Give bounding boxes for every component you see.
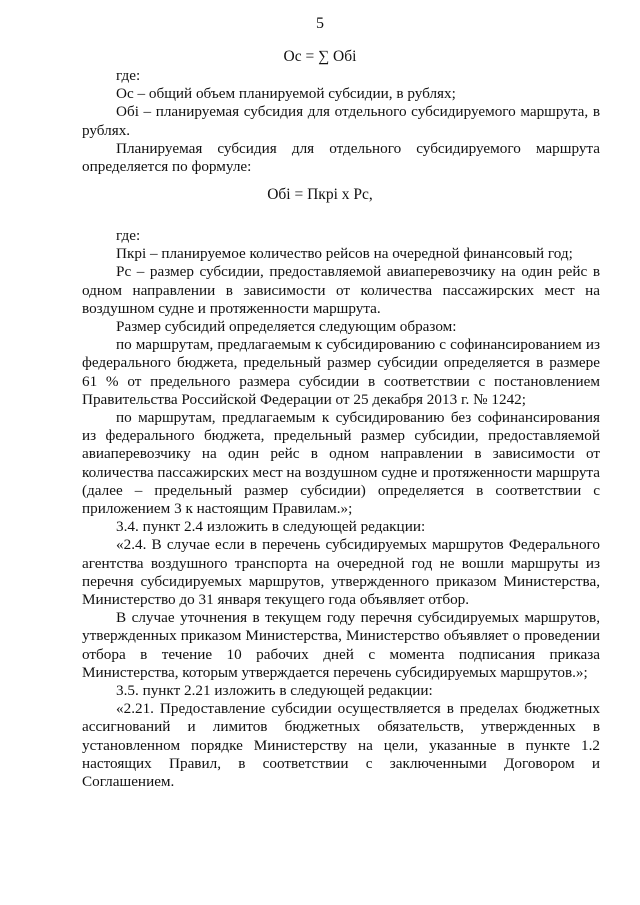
item-3-5: 3.5. пункт 2.21 изложить в следующей редакции:: [116, 682, 433, 700]
paragraph-2-21: «2.21. Предоставление субсидии осуществляется в пределах бюджетных ассигнований и лимитов бюджетных обязательств, утвержденных в установленном порядке Министерству на цели, указанные в пункте 1.2 настоящих Правил, в соответствии с заключенными Договором и Соглашением.: [82, 700, 600, 791]
paragraph-2-4-part-1: «2.4. В случае если в перечень субсидируемых маршрутов Федерального агентства воздушного транспорта на очередной год не вошли маршруты из перечня субсидируемых маршрутов, утвержденного приказом Министерства, Министерство до 31 января текущего года объявляет отбор.: [82, 536, 600, 609]
definition-rs: Рс – размер субсидии, предоставляемой авиаперевозчику на один рейс в одном направлении в зависимости от количества пассажирских мест на воздушном судне и протяженности маршрута.: [82, 263, 600, 317]
page-number: 5: [316, 15, 324, 32]
definition-obi: Обі – планируемая субсидия для отдельного субсидируемого маршрута, в рублях.: [82, 103, 600, 139]
cofinance-paragraph: по маршрутам, предлагаемым к субсидированию с софинансированием из федерального бюджета, предельный размер субсидии определяется в размере 61 % от предельного размера субсидии в соответствии с постановлением Правительства Российской Федерации от 25 декабря 2013 г. № 1242;: [82, 336, 600, 408]
definition-pkri: Пкрі – планируемое количество рейсов на очередной финансовый год;: [116, 245, 573, 263]
definition-oc: Ос – общий объем планируемой субсидии, в рублях;: [116, 85, 456, 103]
where-label-1: где:: [116, 67, 141, 84]
subsidy-size-intro: Размер субсидий определяется следующим образом:: [116, 318, 457, 336]
text-block-main: [82, 227, 600, 791]
paragraph-2-4-part-2: В случае уточнения в текущем году перечня субсидируемых маршрутов, утвержденных приказом Министерства, Министерство объявляет о проведении отбора в течение 10 рабочих дней с момента подписания приказа Министерства, которым утверждается перечень субсидируемых маршрутов.»;: [82, 609, 600, 681]
item-3-4: 3.4. пункт 2.4 изложить в следующей редакции:: [116, 518, 426, 536]
planned-subsidy-intro: Планируемая субсидия для отдельного субсидируемого маршрута определяется по формуле:: [82, 139, 600, 176]
formula-total-subsidy: Ос = ∑ Обі: [283, 48, 357, 65]
no-cofinance-paragraph: по маршрутам, предлагаемым к субсидированию без софинансирования из федерального бюджета, предельный размер субсидии, предоставляемой авиаперевозчику на один рейс в одном направлении в зависимости от количества пассажирских мест на воздушном судне и протяженности маршрута (далее – предельный размер субсидии) определяется в соответствии с приложением 3 к настоящим Правилам.»;: [82, 409, 600, 518]
formula-route-subsidy: Обі = Пкрі х Рс,: [267, 186, 373, 203]
where-label-2: где:: [116, 227, 141, 244]
text-block-definitions-1: [82, 67, 600, 176]
